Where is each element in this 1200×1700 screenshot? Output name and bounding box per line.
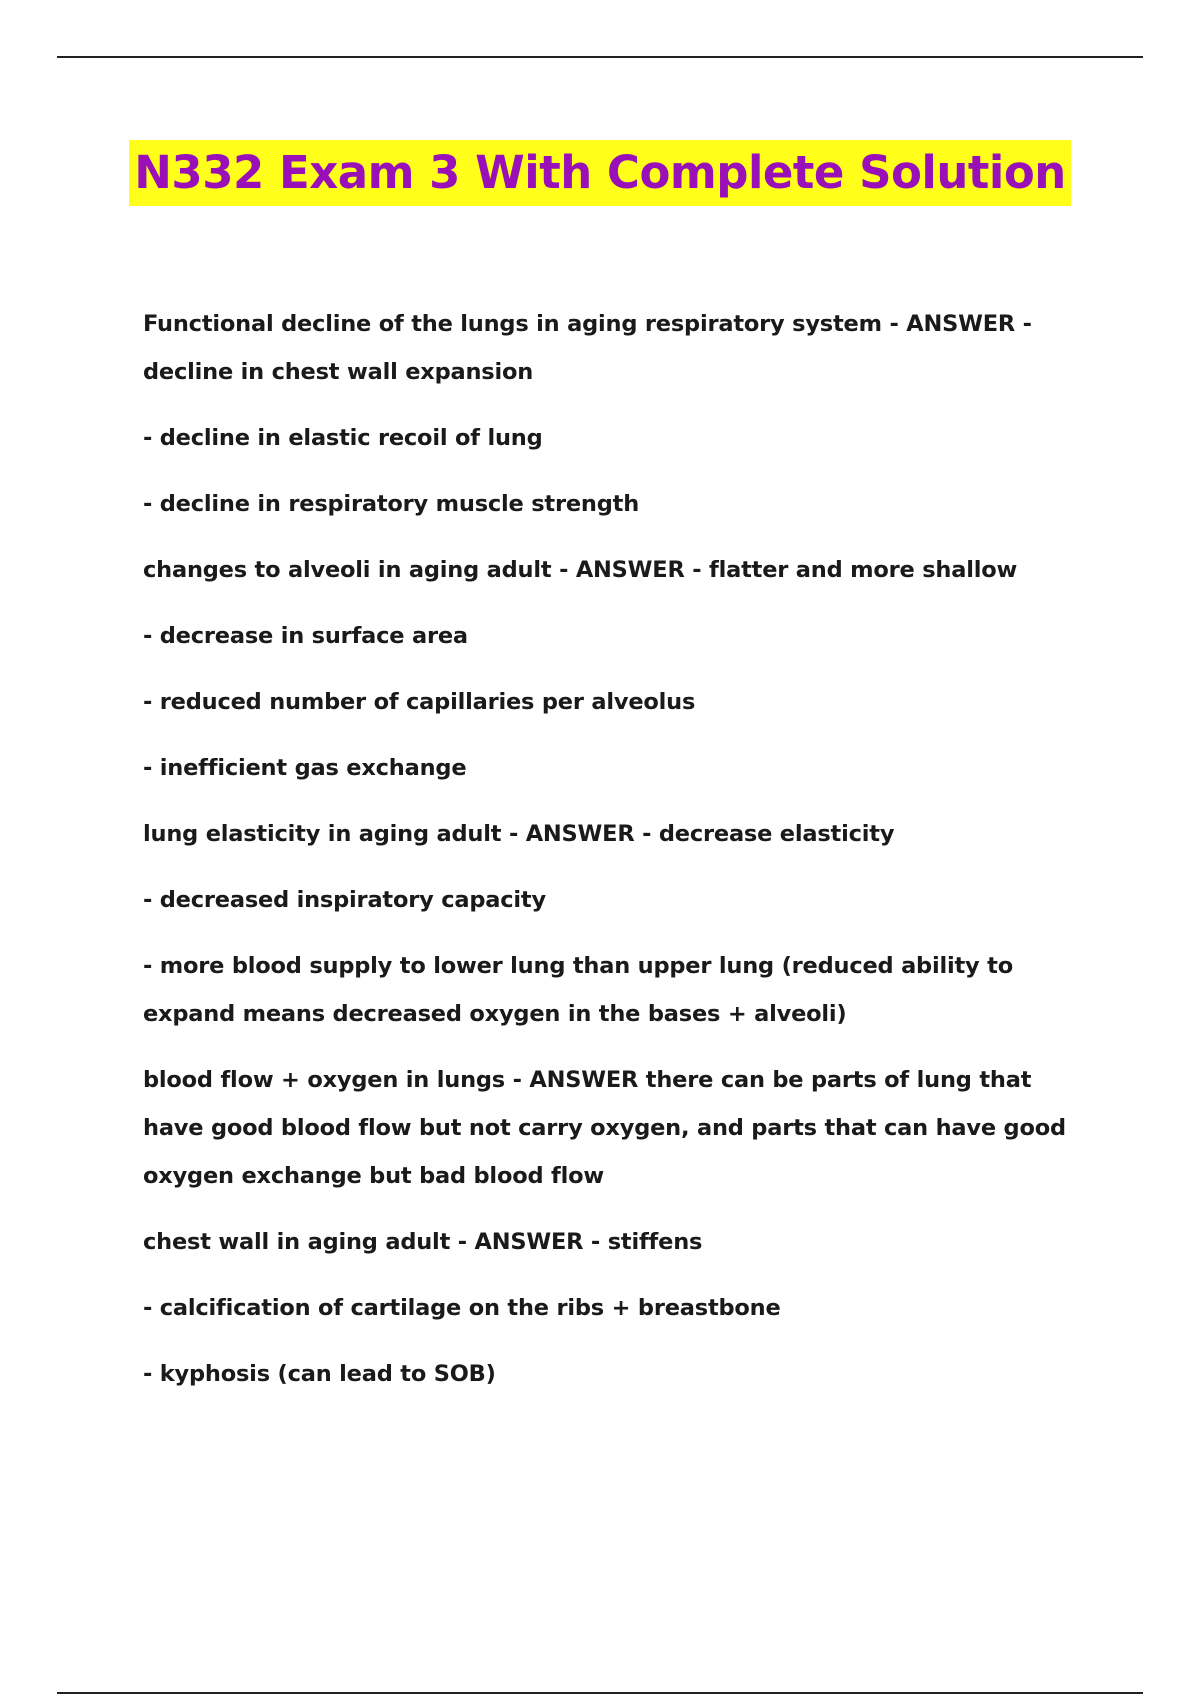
question-paragraph: changes to alveoli in aging adult - ANSWER - flatter and more shallow xyxy=(143,557,1018,583)
question-paragraph: chest wall in aging adult - ANSWER - stiffens xyxy=(143,1229,703,1255)
answer-bullet: - decline in elastic recoil of lung xyxy=(143,425,543,451)
answer-bullet: - calcification of cartilage on the ribs + breastbone xyxy=(143,1295,781,1321)
title-block xyxy=(0,140,1200,206)
question-paragraph: blood flow + oxygen in lungs - ANSWER there can be parts of lung that have good blood flow but not carry oxygen, and parts that can have good oxygen exchange but bad blood flow xyxy=(143,1067,1066,1189)
footer-rule xyxy=(57,1692,1143,1694)
answer-bullet: - reduced number of capillaries per alveolus xyxy=(143,689,696,715)
question-paragraph: Functional decline of the lungs in aging respiratory system - ANSWER - decline in chest wall expansion xyxy=(143,311,1032,385)
question-paragraph: lung elasticity in aging adult - ANSWER - decrease elasticity xyxy=(143,821,895,847)
document-title: N332 Exam 3 With Complete Solution xyxy=(129,140,1071,206)
answer-bullet: - inefficient gas exchange xyxy=(143,755,467,781)
answer-bullet: - decrease in surface area xyxy=(143,623,468,649)
answer-bullet: - kyphosis (can lead to SOB) xyxy=(143,1361,496,1387)
answer-bullet: - decreased inspiratory capacity xyxy=(143,887,546,913)
answer-bullet: - more blood supply to lower lung than upper lung (reduced ability to expand means decreased oxygen in the bases + alveoli) xyxy=(143,953,1013,1027)
answer-bullet: - decline in respiratory muscle strength xyxy=(143,491,640,517)
document-body xyxy=(143,300,1093,1416)
header-rule xyxy=(57,56,1143,58)
